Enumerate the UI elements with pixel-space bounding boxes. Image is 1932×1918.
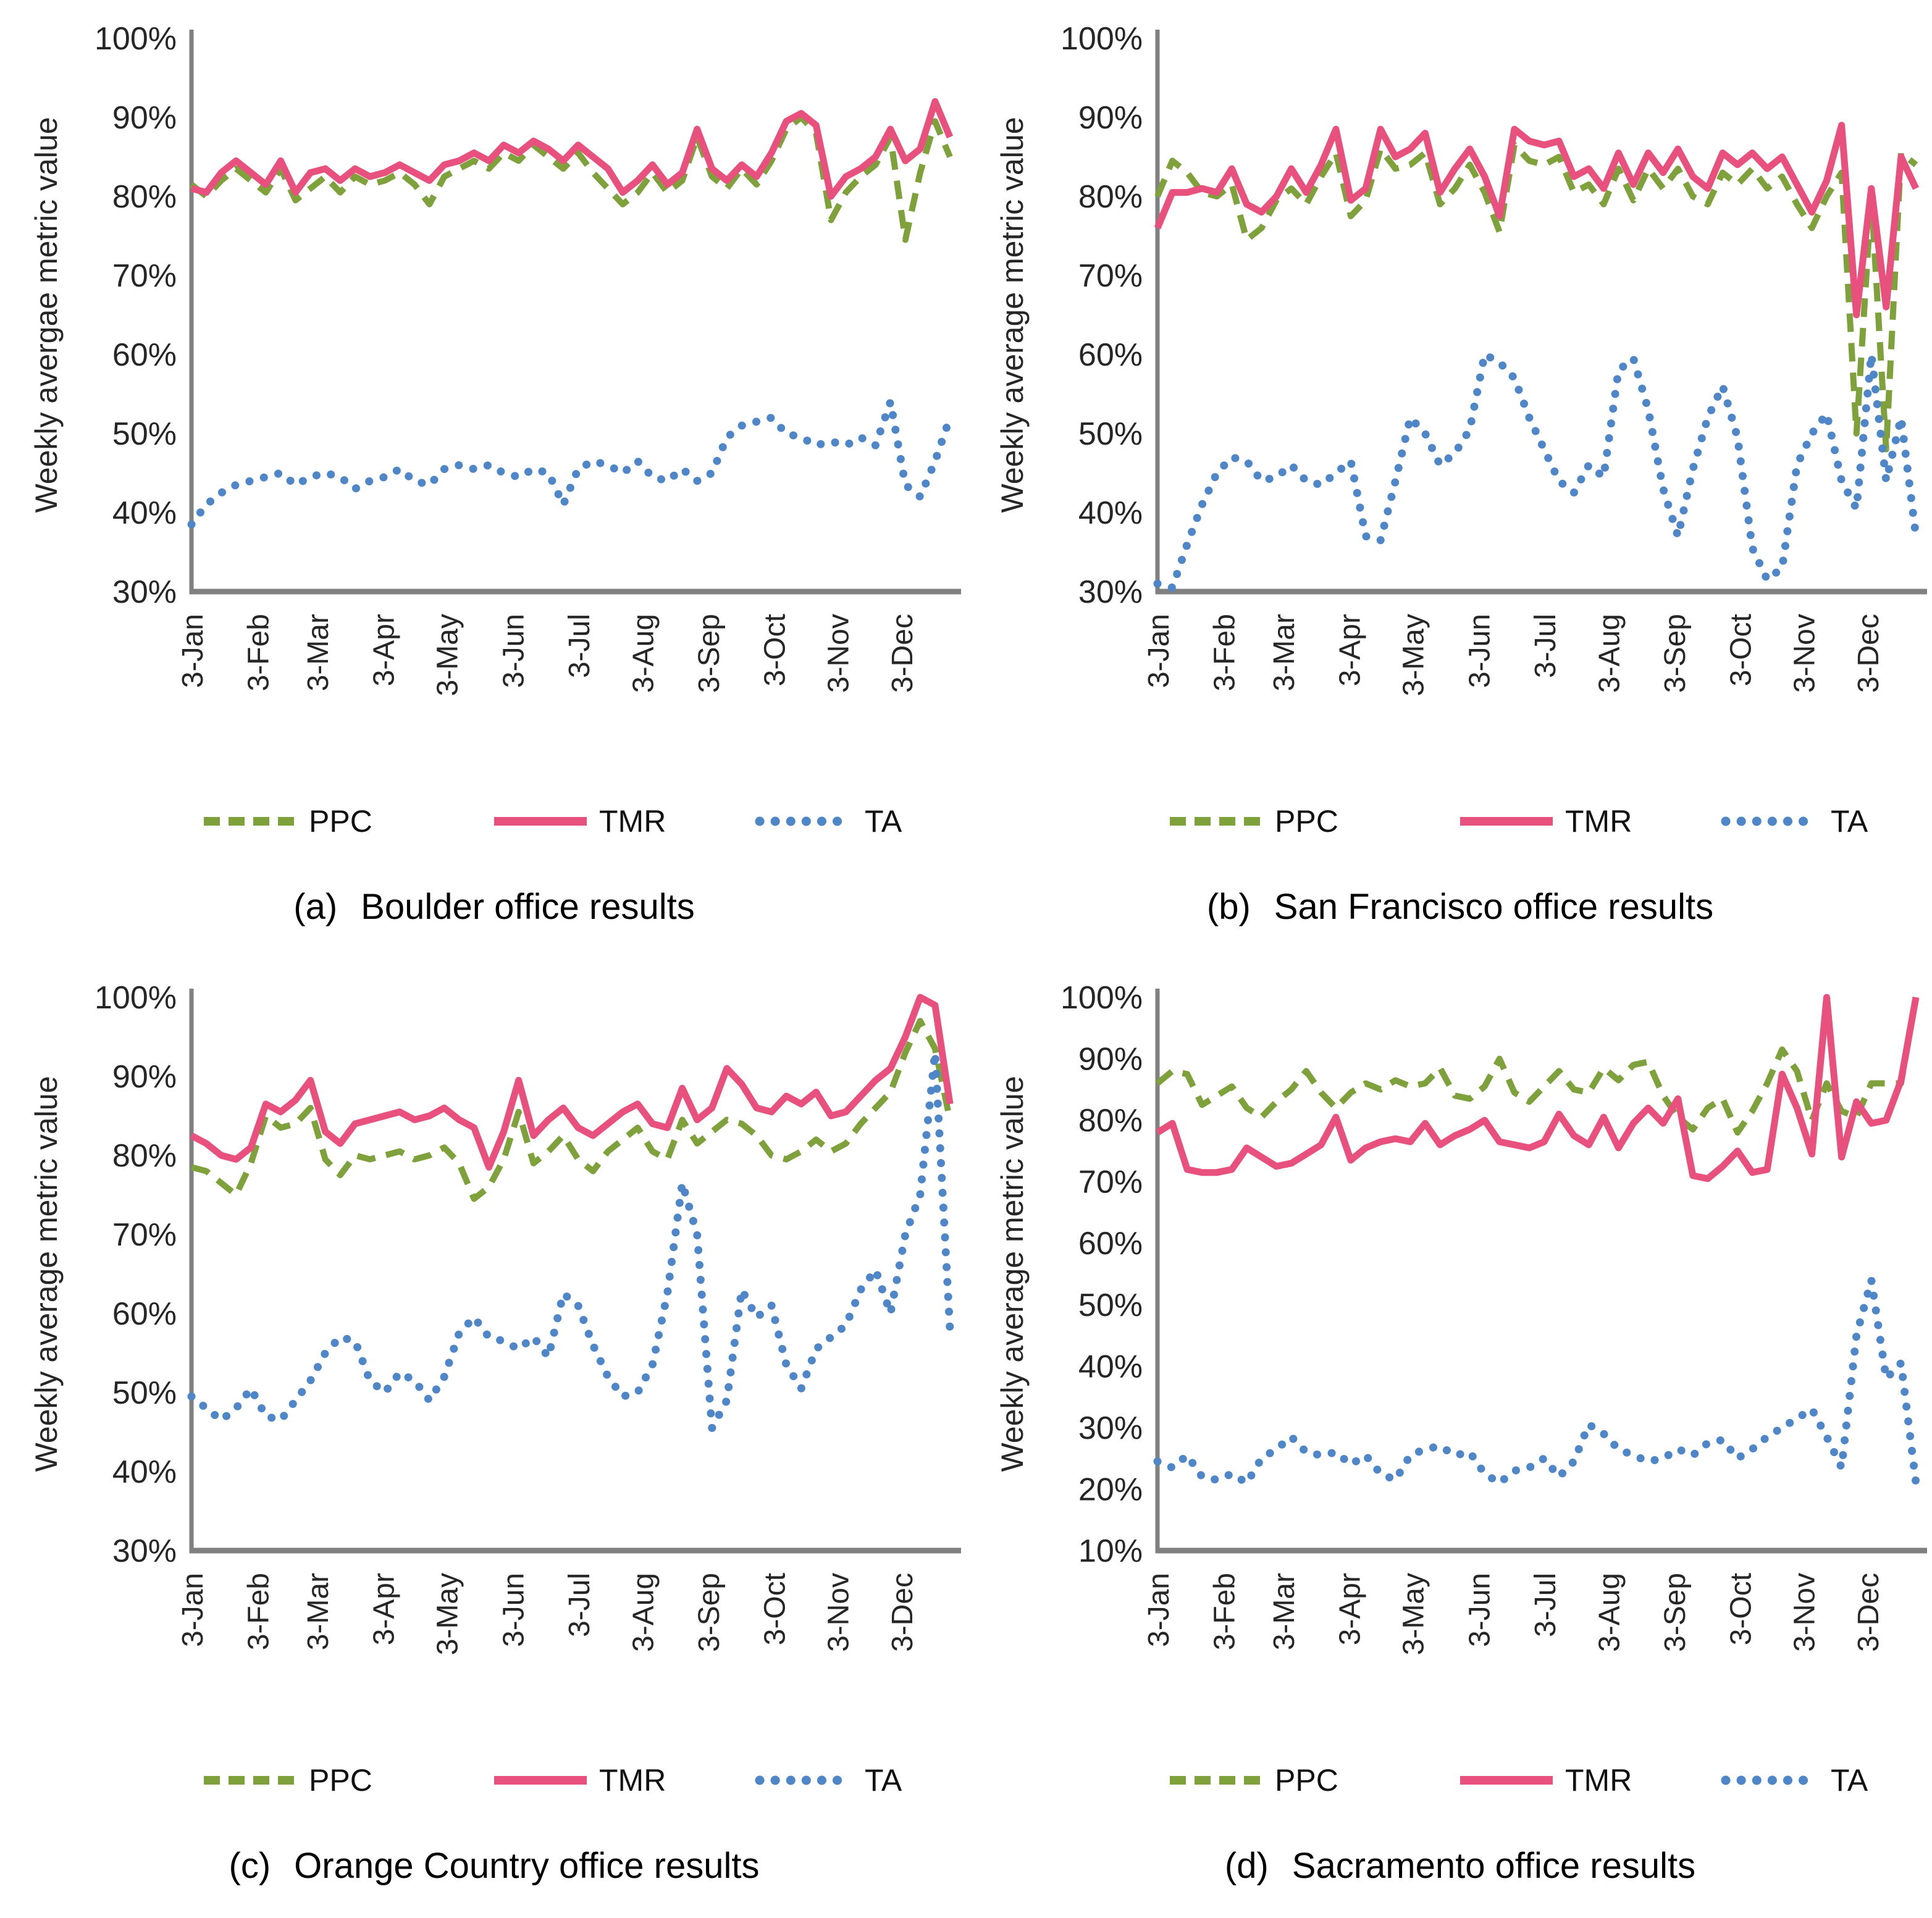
- y-axis-title: Weekly avergae metric value: [29, 117, 64, 513]
- x-tick-label: 3-Mar: [301, 614, 335, 692]
- chart-caption: [1207, 887, 1713, 927]
- x-tick-label: 3-Nov: [1788, 1573, 1821, 1652]
- x-tick-label: 3-Jun: [497, 614, 531, 689]
- x-tick-label: 3-Oct: [1724, 614, 1758, 687]
- caption-index: (b): [1206, 887, 1251, 927]
- y-tick-label: 30%: [112, 1533, 177, 1569]
- x-tick-label: 3-Mar: [1267, 614, 1301, 692]
- x-tick-label: 3-Dec: [886, 1573, 919, 1652]
- chart-caption: [293, 887, 694, 927]
- caption-index: (a): [293, 887, 338, 927]
- y-tick-label: 40%: [1078, 1349, 1143, 1385]
- caption-title: Sacramento office results: [1292, 1846, 1696, 1886]
- x-tick-label: 3-Jan: [177, 614, 209, 689]
- x-tick-label: 3-Jun: [497, 1573, 531, 1648]
- y-tick-label: 90%: [1078, 1041, 1143, 1078]
- y-tick-label: 80%: [112, 179, 177, 215]
- x-tick-label: 3-Feb: [242, 1573, 275, 1651]
- caption-index: (c): [229, 1846, 271, 1886]
- series-ta-line: [191, 1053, 950, 1428]
- y-axis-title: Weekly average metric value: [995, 117, 1030, 513]
- x-tick-label: 3-Apr: [368, 1573, 401, 1646]
- x-tick-label: 3-Sep: [692, 614, 726, 693]
- x-tick-label: 3-Feb: [1208, 614, 1241, 692]
- series-ta-line: [1157, 354, 1916, 588]
- y-tick-label: 60%: [112, 337, 177, 373]
- x-tick-label: 3-Jul: [563, 614, 597, 679]
- legend-tmr-label: TMR: [599, 804, 666, 839]
- y-tick-label: 50%: [1078, 1287, 1143, 1323]
- legend-ta-label: TA: [865, 1763, 902, 1798]
- y-tick-label: 60%: [1078, 1226, 1143, 1262]
- x-tick-label: 3-Nov: [1788, 614, 1821, 693]
- y-tick-label: 70%: [1078, 258, 1143, 294]
- chart-orange-country-plot: [0, 959, 966, 1918]
- x-tick-label: 3-Dec: [1852, 1573, 1885, 1652]
- legend-ppc-label: PPC: [1275, 804, 1338, 839]
- series-ppc-line: [191, 1021, 950, 1199]
- legend: [204, 1763, 902, 1798]
- chart-sacramento-plot: [966, 959, 1932, 1918]
- chart-boulder-plot: [0, 0, 966, 959]
- y-tick-label: 30%: [1078, 574, 1143, 610]
- y-tick-label: 30%: [112, 574, 177, 610]
- x-tick-label: 3-Aug: [1593, 1573, 1626, 1652]
- x-tick-label: 3-Sep: [1658, 1573, 1692, 1652]
- caption-title: Orange Country office results: [294, 1846, 760, 1886]
- chart-sacramento: [966, 959, 1932, 1918]
- x-tick-label: 3-Jul: [1529, 614, 1563, 679]
- x-tick-label: 3-Oct: [1724, 1573, 1758, 1646]
- chart-caption: [1225, 1846, 1695, 1886]
- x-tick-label: 3-Jan: [177, 1573, 209, 1648]
- x-tick-label: 3-Apr: [368, 614, 401, 687]
- x-tick-label: 3-Jul: [1529, 1573, 1563, 1638]
- x-tick-label: 3-Oct: [758, 1573, 792, 1646]
- legend: [204, 804, 902, 839]
- legend-ppc-label: PPC: [309, 1763, 372, 1798]
- series-layer: [191, 101, 950, 524]
- y-tick-label: 40%: [1078, 495, 1143, 531]
- legend-ppc-label: PPC: [1275, 1763, 1338, 1798]
- caption-index: (d): [1224, 1846, 1269, 1886]
- y-tick-label: 100%: [94, 21, 177, 57]
- chart-boulder: [0, 0, 966, 959]
- chart-san-francisco-plot: [966, 0, 1932, 959]
- y-tick-label: 80%: [1078, 1103, 1143, 1139]
- x-tick-label: 3-Mar: [1267, 1573, 1301, 1651]
- y-tick-label: 100%: [1060, 980, 1143, 1016]
- y-tick-label: 100%: [1060, 21, 1143, 57]
- y-tick-label: 70%: [112, 258, 177, 294]
- legend-tmr-label: TMR: [1565, 804, 1632, 839]
- y-tick-label: 40%: [112, 495, 177, 531]
- x-tick-label: 3-Feb: [242, 614, 275, 692]
- x-tick-label: 3-Nov: [822, 614, 855, 693]
- y-tick-label: 100%: [94, 980, 177, 1016]
- series-layer: [1157, 125, 1916, 588]
- series-tmr-line: [1157, 125, 1916, 315]
- x-tick-label: 3-Jun: [1463, 1573, 1497, 1648]
- x-tick-label: 3-Dec: [886, 614, 919, 693]
- legend: [1170, 804, 1868, 839]
- series-ppc-line: [1157, 997, 1916, 1133]
- y-tick-label: 60%: [112, 1296, 177, 1332]
- x-tick-label: 3-Nov: [822, 1573, 855, 1652]
- y-tick-label: 50%: [112, 416, 177, 452]
- legend-ta-label: TA: [1831, 1763, 1868, 1798]
- x-tick-label: 3-Mar: [301, 1573, 335, 1651]
- y-axis-title: Weekly average metric value: [29, 1076, 64, 1472]
- y-tick-label: 40%: [112, 1454, 177, 1490]
- y-tick-label: 10%: [1078, 1533, 1143, 1569]
- caption-title: Boulder office results: [361, 887, 695, 927]
- y-tick-label: 20%: [1078, 1472, 1143, 1508]
- x-tick-label: 3-Sep: [1658, 614, 1692, 693]
- y-axis-title: Weekly average metric value: [995, 1076, 1030, 1472]
- series-tmr-line: [1157, 997, 1916, 1179]
- y-tick-label: 70%: [112, 1217, 177, 1253]
- x-tick-label: 3-Jul: [563, 1573, 597, 1638]
- x-tick-label: 3-Dec: [1852, 614, 1885, 693]
- y-tick-label: 90%: [112, 1059, 177, 1095]
- x-tick-label: 3-May: [1397, 614, 1430, 697]
- y-tick-label: 80%: [1078, 179, 1143, 215]
- x-tick-label: 3-Aug: [627, 614, 660, 693]
- chart-caption: [229, 1846, 760, 1886]
- x-tick-label: 3-Jan: [1143, 1573, 1175, 1648]
- y-tick-label: 70%: [1078, 1164, 1143, 1200]
- chart-san-francisco: [966, 0, 1932, 959]
- y-tick-label: 30%: [1078, 1410, 1143, 1446]
- legend-tmr-label: TMR: [1565, 1763, 1632, 1798]
- x-tick-label: 3-Apr: [1334, 614, 1367, 687]
- x-tick-label: 3-May: [431, 614, 464, 697]
- x-tick-label: 3-Apr: [1334, 1573, 1367, 1646]
- x-tick-label: 3-Aug: [1593, 614, 1626, 693]
- caption-title: San Francisco office results: [1274, 887, 1714, 927]
- y-tick-label: 80%: [112, 1138, 177, 1174]
- y-tick-label: 90%: [1078, 100, 1143, 136]
- legend: [1170, 1763, 1868, 1798]
- x-tick-label: 3-May: [431, 1573, 464, 1656]
- y-tick-label: 90%: [112, 100, 177, 136]
- legend-ta-label: TA: [1831, 804, 1868, 839]
- y-tick-label: 50%: [1078, 416, 1143, 452]
- legend-ta-label: TA: [865, 804, 902, 839]
- x-tick-label: 3-Feb: [1208, 1573, 1241, 1651]
- x-tick-label: 3-Aug: [627, 1573, 660, 1652]
- series-tmr-line: [191, 101, 950, 196]
- x-tick-label: 3-Oct: [758, 614, 792, 687]
- axes: [94, 980, 961, 1655]
- series-ta-line: [1157, 1280, 1916, 1483]
- y-tick-label: 50%: [112, 1375, 177, 1411]
- x-tick-label: 3-May: [1397, 1573, 1430, 1656]
- legend-ppc-label: PPC: [309, 804, 372, 839]
- x-tick-label: 3-Sep: [692, 1573, 726, 1652]
- axes: [94, 21, 961, 696]
- chart-orange-country: [0, 959, 966, 1918]
- series-layer: [191, 997, 950, 1428]
- legend-tmr-label: TMR: [599, 1763, 666, 1798]
- series-ta-line: [191, 402, 950, 524]
- series-layer: [1157, 997, 1916, 1483]
- x-tick-label: 3-Jan: [1143, 614, 1175, 689]
- y-tick-label: 60%: [1078, 337, 1143, 373]
- x-tick-label: 3-Jun: [1463, 614, 1497, 689]
